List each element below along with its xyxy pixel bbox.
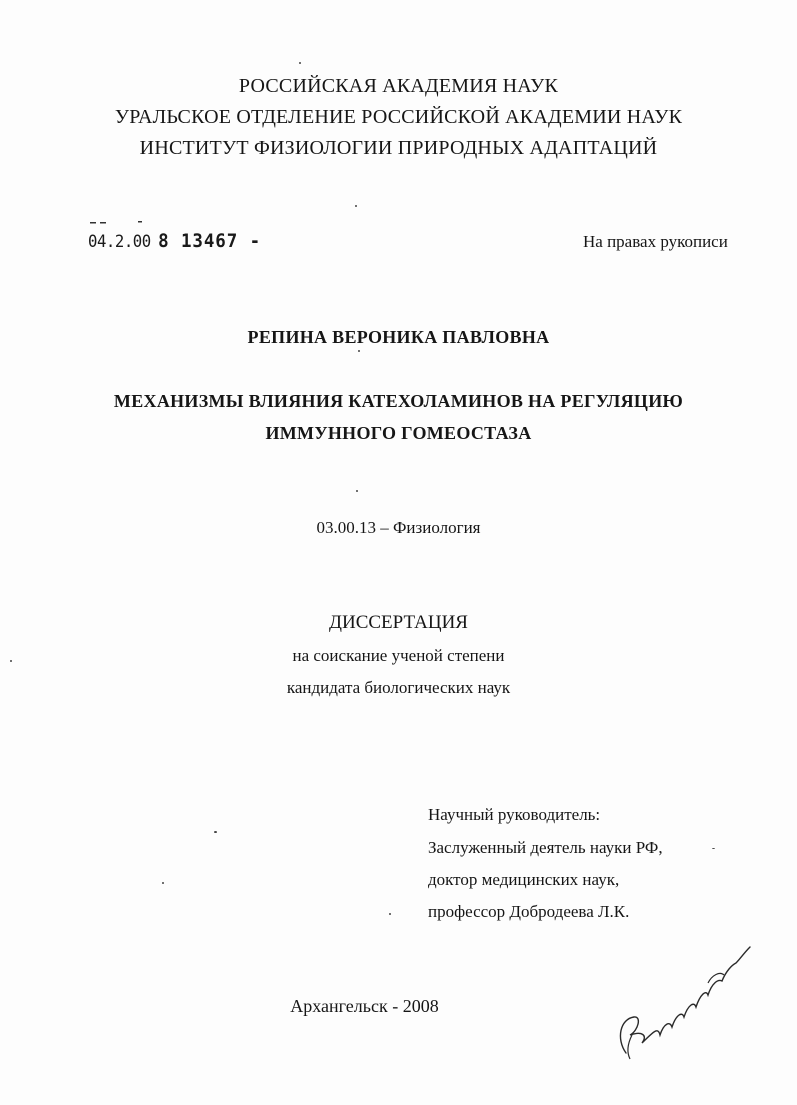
header-academy: РОССИЙСКАЯ АКАДЕМИЯ НАУК xyxy=(238,75,559,97)
handwritten-signature xyxy=(612,935,752,1065)
header-branch: УРАЛЬСКОЕ ОТДЕЛЕНИЕ РОССИЙСКОЙ АКАДЕМИИ НАУК xyxy=(114,106,683,128)
stamp-marks-icon xyxy=(90,220,150,226)
scan-speck xyxy=(10,660,12,662)
supervisor-honor: Заслуженный деятель науки РФ, xyxy=(428,838,663,857)
registration-number: 8 13467 - xyxy=(158,230,262,252)
scan-speck xyxy=(712,848,715,849)
scan-speck xyxy=(358,350,360,352)
degree-line1: на соискание ученой степени xyxy=(292,646,505,665)
supervisor-heading: Научный руководитель: xyxy=(428,805,601,824)
supervisor-degree: доктор медицинских наук, xyxy=(428,870,620,889)
author-name: РЕПИНА ВЕРОНИКА ПАВЛОВНА xyxy=(247,327,550,347)
registration-stamp xyxy=(88,230,261,252)
supervisor-name: профессор Добродеева Л.К. xyxy=(428,902,630,921)
registration-date: 04.2.00 xyxy=(88,232,151,252)
dissertation-title-line2: ИММУННОГО ГОМЕОСТАЗА xyxy=(265,423,532,443)
dissertation-title-line1: МЕХАНИЗМЫ ВЛИЯНИЯ КАТЕХОЛАМИНОВ НА РЕГУЛЯЦИЮ xyxy=(113,391,684,411)
scan-speck xyxy=(299,62,301,64)
scan-speck xyxy=(356,490,358,492)
scan-speck xyxy=(214,831,217,833)
scan-speck xyxy=(162,882,164,884)
rights-note: На правах рукописи xyxy=(583,232,728,251)
document-type: ДИССЕРТАЦИЯ xyxy=(329,612,468,633)
header-institute: ИНСТИТУТ ФИЗИОЛОГИИ ПРИРОДНЫХ АДАПТАЦИЙ xyxy=(139,137,658,159)
scan-speck xyxy=(355,205,357,207)
degree-line2: кандидата биологических наук xyxy=(286,678,511,697)
specialty-code: 03.00.13 – Физиология xyxy=(316,518,481,537)
place-year: Архангельск - 2008 xyxy=(290,996,439,1016)
scan-speck xyxy=(389,913,391,915)
